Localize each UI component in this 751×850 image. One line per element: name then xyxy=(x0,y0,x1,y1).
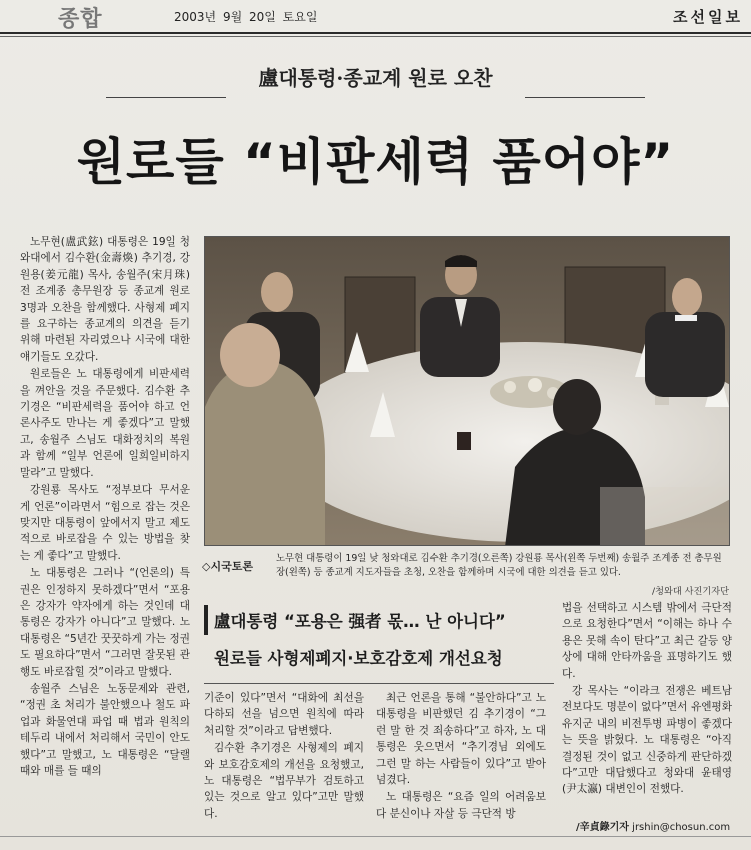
paragraph: 법을 선택하고 시스템 밖에서 극단적으로 요청한다”면서 “이해는 하나 수용은 못해 속이 탄다”고 최근 갈등 양상에 대해 안타까움을 표명하기도 했다. xyxy=(562,602,732,680)
reporter-email: jrshin@chosun.com xyxy=(632,822,731,833)
article-column-4 xyxy=(562,600,732,799)
paragraph: 노무현(盧武鉉) 대통령은 19일 청와대에서 김수환(金壽煥) 추기경, 강원용(姜元龍) 목사, 송월주(宋月珠) 전 조계종 총무원장 등 종교계 원로 3명과 오찬을 함께했다. 사형제 폐지를 요구하는 종교계의 의견을 듣기 위해 마련된 자리였으나 시국에 대한 얘기들도 오갔다. xyxy=(20,236,190,363)
paragraph: 노 대통령은 “요즘 일의 어려움보다 분신이나 자살 등 극단적 방 xyxy=(376,791,546,820)
newspaper-name: 조선일보 xyxy=(673,8,743,26)
photo-caption: 노무현 대통령이 19일 낮 청와대로 김수환 추기경(오른쪽) 강원룡 목사(왼쪽 두번째) 송월주 조계종 전 총무원장(왼쪽) 등 종교계 지도자들을 초청, 오찬을 함께하며 시국에 대한 의견을 듣고 있다. xyxy=(276,553,722,578)
section-name: 종합 xyxy=(58,7,103,32)
paragraph: 최근 언론을 통해 “불안하다”고 노 대통령을 비판했던 김 추기경이 “그런 말 한 것 죄송하다”고 하자, 노 대통령은 웃으면서 “추기경님 외에도 그런 말 하는 사람들이 있다”고 받아넘겼다. xyxy=(376,692,546,787)
paragraph: 기준이 있다”면서 “대화에 최선을 다하되 선을 넘으면 원칙에 따라 처리할 것”이라고 답변했다. xyxy=(204,692,364,737)
article-column-3 xyxy=(376,690,546,823)
kicker-rule-right xyxy=(525,97,645,98)
paragraph: 송월주 스님은 노동문제와 관련, “정권 초 처리가 불안했으나 철도 파업과 화물연대 파업 때 법과 원칙의 테두리 내에서 처리해서 국민이 안도했다”고 말했고, 노 대통령은 “달랠 때와 매를 들 때의 xyxy=(20,682,190,777)
paragraph: 노 대통령은 그러나 “(언론의) 특권은 인정하지 못하겠다”면서 “포용은 강자가 약자에게 하는 것인데 대통령은 강자가 아니다”고 말했다. 노 대통령은 “5년간 꿋꿋하게 가는 정권도 필요하다”면서 “그러면 잘못된 관행도 바로잡힐 것”이라고 말했다. xyxy=(20,567,190,678)
byline xyxy=(576,818,730,833)
masthead xyxy=(0,0,751,34)
bottom-divider xyxy=(0,836,751,837)
subhead-1: 盧대통령 “포용은 强者 몫… 난 아니다” xyxy=(214,612,506,631)
reporter-name: /辛貞錄기자 xyxy=(576,822,629,833)
subhead-2: 원로들 사형제폐지·보호감호제 개선요청 xyxy=(214,649,503,668)
masthead-divider xyxy=(0,36,751,37)
paragraph: 김수환 추기경은 사형제의 폐지와 보호감호제의 개선을 요청했고, 노 대통령은 “법무부가 검토하고 있는 것으로 알고 있다”고만 말했다. xyxy=(204,742,364,820)
kicker-rule-left xyxy=(106,97,226,98)
news-photo xyxy=(204,236,730,546)
paragraph: 강원룡 목사도 “정부보다 무서운 게 언론”이라면서 “힘으로 잡는 것은 맞지만 대통령이 앞에서지 말고 제도적으로 바로잡을 수 있는 방법을 찾는 게 좋다”고 말했다. xyxy=(20,484,190,562)
subhead-marker xyxy=(204,605,208,635)
photo-credit: /청와대 사진기자단 xyxy=(651,586,729,597)
subhead-divider xyxy=(204,683,554,684)
main-headline: 원로들 “비판세력 품어야” xyxy=(76,133,675,191)
article-column-1 xyxy=(20,234,190,780)
paragraph: 강 목사는 “이라크 전쟁은 베트남전보다도 명분이 없다”면서 유엔평화유지군 내의 비전투병 파병이 좋겠다는 뜻을 밝혔다. 노 대통령은 “아직 결정된 것이 없고 신중하게 판단하겠다”고만 대답했다고 청와대 윤태영(尹太瀛) 대변인이 전했다. xyxy=(562,685,732,796)
photo-label: ◇시국토론 xyxy=(202,560,253,573)
article-column-2 xyxy=(204,690,364,823)
issue-date: 2003년 9월 20일 토요일 xyxy=(174,10,318,24)
paragraph: 원로들은 노 대통령에게 비판세력을 껴안을 것을 주문했다. 김수환 추기경은 “비판세력을 품어야 하고 언론사주도 만나는 게 좋겠다”고 말했고, 송월주 스님도 대화정치의 복원과 함께 “일부 언론에 일희일비하지 말라”고 말했다. xyxy=(20,368,190,479)
kicker-headline: 盧대통령·종교계 원로 오찬 xyxy=(258,66,493,90)
